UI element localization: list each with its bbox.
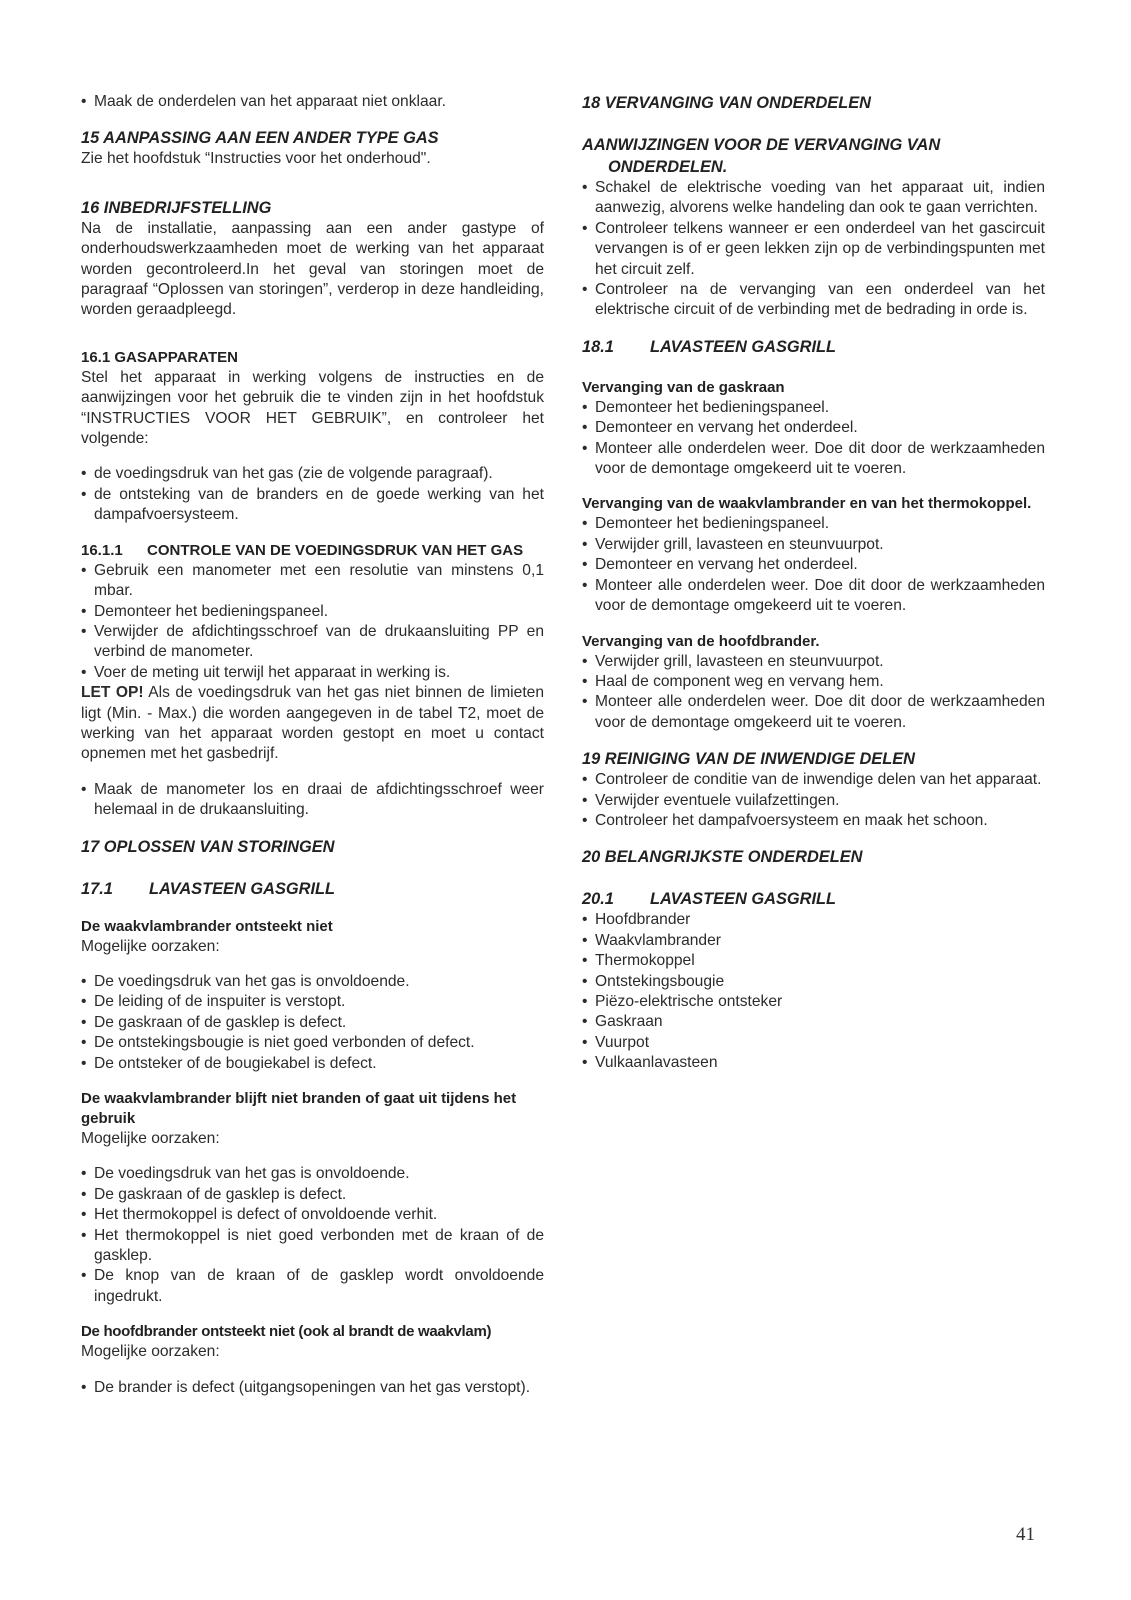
causes-list [81, 1164, 544, 1307]
list-item: • Thermokoppel [582, 951, 1045, 971]
list-item: • Verwijder grill, lavasteen en steunvuurpot. [582, 652, 1045, 672]
list-item: • De leiding of de inspuiter is verstopt. [81, 992, 544, 1012]
list-item: • Gebruik een manometer met een resolutie van minstens 0,1 mbar. [81, 561, 544, 602]
parts-list [582, 910, 1045, 1073]
section-16-1-text: Stel het apparaat in werking volgens de instructies en de aanwijzingen voor het gebruik die te vinden zijn in het hoofdstuk “INSTRUCTIES VOOR HET GEBRUIK”, en controleer het volgende: [81, 368, 544, 448]
list-item: • Vulkaanlavasteen [582, 1053, 1045, 1073]
replacement-list [582, 652, 1045, 734]
fault-heading: De hoofdbrander ontsteekt niet (ook al brandt de waakvlam) [81, 1323, 492, 1341]
list-item: • De gaskraan of de gasklep is defect. [81, 1013, 544, 1033]
list-item: • De knop van de kraan of de gasklep wordt onvoldoende ingedrukt. [81, 1266, 544, 1307]
section-18-1-title: LAVASTEEN GASGRILL [650, 337, 837, 356]
warning-note [81, 683, 544, 765]
list-item: • De ontsteker of de bougiekabel is defect. [81, 1054, 544, 1074]
section-18-subtitle: AANWIJZINGEN VOOR DE VERVANGING VAN ONDERDELEN. [582, 136, 941, 176]
list-item: • Gaskraan [582, 1012, 1045, 1032]
causes-list [81, 972, 544, 1074]
list-item: • Piëzo-elektrische ontsteker [582, 992, 1045, 1012]
list-item: • Monteer alle onderdelen weer. Doe dit door de werkzaamheden voor de demontage omgekeerd uit te voeren. [582, 439, 1045, 480]
list-item: • Hoofdbrander [582, 910, 1045, 930]
section-19-title: 19 REINIGING VAN DE INWENDIGE DELEN [582, 750, 916, 769]
list-item: • Vuurpot [582, 1033, 1045, 1053]
replacement-list [582, 514, 1045, 616]
fault-heading: De waakvlambrander blijft niet branden of gaat uit tijdens het gebruik [81, 1090, 517, 1127]
section-20-1-title: LAVASTEEN GASGRILL [650, 890, 837, 909]
section-16-1-1-final-list [81, 780, 544, 821]
list-item: • Demonteer het bedieningspaneel. [582, 514, 1045, 534]
section-18-title: 18 VERVANGING VAN ONDERDELEN [582, 94, 872, 112]
right-column [582, 92, 1045, 1074]
list-item: • Controleer het dampafvoersysteem en maak het schoon. [582, 811, 1045, 831]
list-item: • De brander is defect (uitgangsopeningen van het gas verstopt). [81, 1378, 544, 1398]
left-column [81, 92, 544, 1398]
warning-label: LET OP! [81, 684, 144, 702]
replacement-heading: Vervanging van de waakvlambrander en van het thermokoppel. [582, 495, 1032, 513]
list-item: • De voedingsdruk van het gas is onvoldoende. [81, 1164, 544, 1184]
replacement-heading: Vervanging van de gaskraan [582, 378, 785, 396]
list-item: • Verwijder eventuele vuilafzettingen. [582, 791, 1045, 811]
section-20-1-heading [582, 888, 1045, 910]
list-item: • Verwijder grill, lavasteen en steunvuurpot. [582, 535, 1045, 555]
section-16-1-list [81, 464, 544, 525]
causes-label: Mogelijke oorzaken: [81, 1130, 220, 1147]
section-number: 20.1 [582, 890, 614, 909]
list-item: • Ontstekingsbougie [582, 972, 1045, 992]
section-number: 16.1.1 [81, 541, 123, 559]
replacement-heading: Vervanging van de hoofdbrander. [582, 632, 820, 650]
list-item: • Demonteer en vervang het onderdeel. [582, 555, 1045, 575]
section-18-1-heading [582, 336, 1045, 358]
replacement-list [582, 398, 1045, 480]
section-number: 18.1 [582, 337, 614, 356]
section-number: 17.1 [81, 879, 113, 898]
section-16-title: 16 INBEDRIJFSTELLING [81, 198, 272, 217]
list-item: • Controleer na de vervanging van een onderdeel van het elektrische circuit of de verbinding met de bedrading in orde is. [582, 280, 1045, 321]
section-17-1-heading [81, 878, 544, 900]
section-16-1-title: 16.1 GASAPPARATEN [81, 348, 238, 366]
section-16-text: Na de installatie, aanpassing aan een ander gastype of onderhoudswerkzaamheden moet de werking van het apparaat worden gecontroleerd.In het geval van storingen moet de paragraaf “Oplossen van storingen”, verderop in deze handleiding, worden geraadpleegd. [81, 219, 544, 319]
section-20-title: 20 BELANGRIJKSTE ONDERDELEN [582, 848, 863, 867]
list-item: • Voer de meting uit terwijl het apparaat in werking is. [81, 663, 544, 683]
list-item: • Controleer telkens wanneer er een onderdeel van het gascircuit vervangen is of er geen lekken zijn op de verbindingspunten met het circuit zelf. [582, 219, 1045, 280]
list-item: • Monteer alle onderdelen weer. Doe dit door de werkzaamheden voor de demontage omgekeerd uit te voeren. [582, 692, 1045, 733]
list-item: • De ontstekingsbougie is niet goed verbonden of defect. [81, 1033, 544, 1053]
list-item: • Controleer de conditie van de inwendige delen van het apparaat. [582, 770, 1045, 790]
section-15-title: 15 AANPASSING AAN EEN ANDER TYPE GAS [81, 129, 439, 148]
causes-label: Mogelijke oorzaken: [81, 937, 220, 955]
list-item: • Het thermokoppel is defect of onvoldoende verhit. [81, 1205, 544, 1225]
warning-text: Als de voedingsdruk van het gas niet binnen de limieten ligt (Min. - Max.) die worden aangegeven in de tabel T2, moet de werking van het apparaat worden gestopt en moet u contact opnemen met het gasbedrijf. [81, 684, 544, 763]
list-item: • De gaskraan of de gasklep is defect. [81, 1185, 544, 1205]
list-item: • Demonteer het bedieningspaneel. [81, 602, 544, 622]
section-16-1-1-title: CONTROLE VAN DE VOEDINGSDRUK VAN HET GAS [147, 541, 524, 559]
list-item: • de voedingsdruk van het gas (zie de volgende paragraaf). [81, 464, 544, 484]
list-item: • de ontsteking van de branders en de goede werking van het dampafvoersysteem. [81, 485, 544, 526]
list-item: • Monteer alle onderdelen weer. Doe dit door de werkzaamheden voor de demontage omgekeerd uit te voeren. [582, 576, 1045, 617]
list-item: • Waakvlambrander [582, 931, 1045, 951]
section-15-text: Zie het hoofdstuk “Instructies voor het onderhoud". [81, 150, 431, 168]
fault-heading: De waakvlambrander ontsteekt niet [81, 917, 333, 935]
section-16-1-1-heading [81, 541, 544, 561]
list-item: • Schakel de elektrische voeding van het apparaat uit, indien aanwezig, alvorens welke handeling dan ook te gaan verrichten. [582, 178, 1045, 219]
section-19-list [582, 770, 1045, 831]
section-17-title: 17 OPLOSSEN VAN STORINGEN [81, 837, 335, 856]
page-number: 41 [1016, 1524, 1035, 1545]
list-item: • Haal de component weg en vervang hem. [582, 672, 1045, 692]
causes-label: Mogelijke oorzaken: [81, 1343, 220, 1361]
list-item: • De voedingsdruk van het gas is onvoldoende. [81, 972, 544, 992]
list-item: • Maak de onderdelen van het apparaat niet onklaar. [81, 92, 544, 112]
list-item: • Het thermokoppel is niet goed verbonden met de kraan of de gasklep. [81, 1226, 544, 1267]
section-18-list [582, 178, 1045, 321]
section-16-1-1-list [81, 561, 544, 683]
list-item: • Demonteer en vervang het onderdeel. [582, 418, 1045, 438]
intro-list [81, 92, 544, 112]
list-item: • Verwijder de afdichtingsschroef van de drukaansluiting PP en verbind de manometer. [81, 622, 544, 663]
list-item: • Demonteer het bedieningspaneel. [582, 398, 1045, 418]
list-item: • Maak de manometer los en draai de afdichtingsschroef weer helemaal in de drukaansluiting. [81, 780, 544, 821]
causes-list [81, 1378, 544, 1398]
section-17-1-title: LAVASTEEN GASGRILL [149, 879, 336, 898]
